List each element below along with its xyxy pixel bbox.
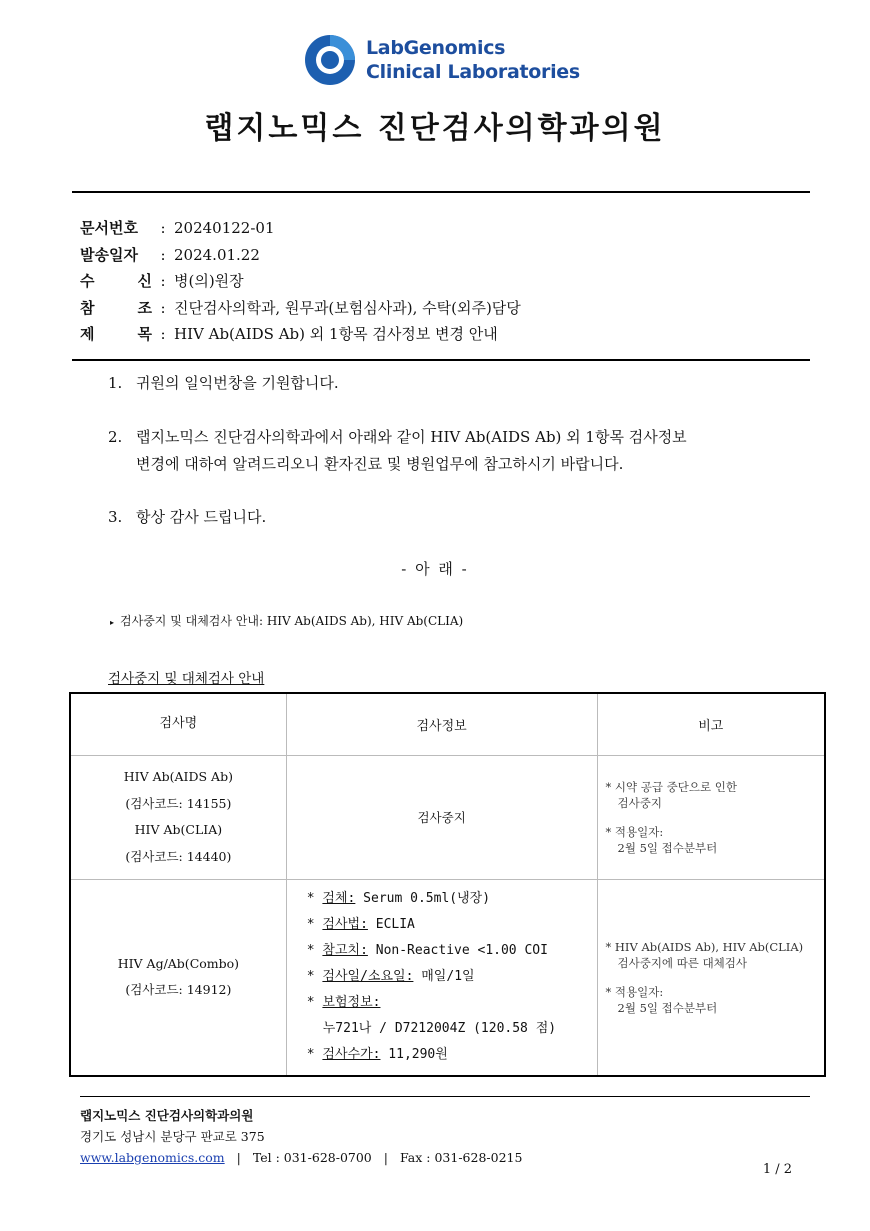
table-header-row bbox=[70, 693, 825, 755]
divider-top bbox=[72, 191, 810, 193]
divider-meta bbox=[72, 359, 810, 361]
footer-contact: www.labgenomics.com | Tel : 031-628-0700 | Fax : 031-628-0215 bbox=[80, 1150, 523, 1165]
table-header: 검사정보 bbox=[286, 693, 597, 755]
paragraph-1: 1. 귀원의 일익번창을 기원합니다. bbox=[108, 374, 339, 392]
meta-row-recipient: 수 신 : 병(의)원장 bbox=[80, 268, 521, 295]
info-insurance-detail: 누721나 / D7212004Z (120.58 점) bbox=[322, 1021, 557, 1037]
meta-value: 20240122-01 bbox=[174, 219, 275, 237]
info-fee: * 검사수가: 11,290원 bbox=[306, 1047, 448, 1063]
section-title: 검사중지 및 대체검사 안내 bbox=[108, 671, 265, 687]
meta-value: 병(의)원장 bbox=[174, 272, 244, 290]
website-link[interactable]: www.labgenomics.com bbox=[80, 1150, 225, 1165]
footer-tel: Tel : 031-628-0700 bbox=[252, 1150, 372, 1165]
page-number: 1 / 2 bbox=[762, 1162, 792, 1177]
logo-line1: LabGenomics bbox=[366, 37, 506, 59]
logo-text bbox=[366, 36, 580, 84]
meta-key: 제 목 bbox=[80, 325, 152, 343]
meta-row-subject: 제 목 : HIV Ab(AIDS Ab) 외 1항목 검사정보 변경 안내 bbox=[80, 321, 521, 348]
remarks-cell: * HIV Ab(AIDS Ab), HIV Ab(CLIA) 검사중지에 따른 대체검사 * 적용일자: 2월 5일 접수분부터 bbox=[597, 879, 825, 1076]
meta-key: 수 신 bbox=[80, 272, 152, 290]
footer bbox=[80, 1105, 522, 1168]
table-row bbox=[70, 879, 825, 1076]
meta-row-reference: 참 조 : 진단검사의학과, 원무과(보험심사과), 수탁(외주)담당 bbox=[80, 295, 521, 322]
test-name-cell: HIV Ag/Ab(Combo) (검사코드: 14912) bbox=[70, 879, 286, 1076]
document-title: 랩지노믹스 진단검사의학과의원 bbox=[204, 111, 666, 146]
labgenomics-logo-icon bbox=[304, 34, 356, 86]
meta-value: HIV Ab(AIDS Ab) 외 1항목 검사정보 변경 안내 bbox=[174, 325, 498, 343]
paragraph-3: 3. 항상 감사 드립니다. bbox=[108, 508, 267, 526]
bullet-item: ▸ 검사중지 및 대체검사 안내: HIV Ab(AIDS Ab), HIV Ab(CLIA) bbox=[110, 614, 464, 628]
table-header: 검사명 bbox=[70, 693, 286, 755]
meta-key: 참 조 bbox=[80, 298, 152, 317]
info-schedule: * 검사일/소요일: 매일/1일 bbox=[306, 969, 475, 985]
footer-divider bbox=[80, 1096, 810, 1097]
info-specimen: * 검체: Serum 0.5ml(냉장) bbox=[306, 891, 491, 907]
test-name-cell: HIV Ab(AIDS Ab) (검사코드: 14155) HIV Ab(CLIA) (검사코드: 14440) bbox=[70, 755, 286, 879]
meta-key: 문서번호 bbox=[80, 219, 138, 237]
meta-value: 2024.01.22 bbox=[174, 245, 260, 264]
table-header: 비고 bbox=[597, 693, 825, 755]
info-reference: * 참고치: Non-Reactive <1.00 COI bbox=[306, 943, 548, 959]
remarks-cell: * 시약 공급 중단으로 인한 검사중지 * 적용일자: 2월 5일 접수분부터 bbox=[597, 755, 825, 879]
below-heading: - 아 래 - bbox=[401, 560, 469, 578]
logo-line2: Clinical Laboratories bbox=[366, 61, 580, 83]
meta-row-send-date: 발송일자 : 2024.01.22 bbox=[80, 242, 521, 269]
test-info-table bbox=[69, 692, 826, 1077]
test-info-cell bbox=[286, 879, 597, 1076]
company-logo bbox=[304, 33, 584, 89]
footer-address: 경기도 성남시 분당구 판교로 375 bbox=[80, 1129, 265, 1144]
meta-value: 진단검사의학과, 원무과(보험심사과), 수탁(외주)담당 bbox=[174, 298, 521, 317]
bullet-icon: ▸ bbox=[110, 618, 115, 627]
footer-fax: Fax : 031-628-0215 bbox=[399, 1150, 523, 1165]
table-row bbox=[70, 755, 825, 879]
info-insurance: * 보험정보: bbox=[306, 995, 381, 1011]
meta-row-doc-number: 문서번호 : 20240122-01 bbox=[80, 215, 521, 242]
document-meta bbox=[80, 215, 521, 348]
footer-org: 랩지노믹스 진단검사의학과의원 bbox=[80, 1108, 254, 1123]
meta-key: 발송일자 bbox=[80, 245, 138, 264]
info-method: * 검사법: ECLIA bbox=[306, 917, 415, 933]
test-info-cell: 검사중지 bbox=[286, 755, 597, 879]
paragraph-2: 2. 랩지노믹스 진단검사의학과에서 아래와 같이 HIV Ab(AIDS Ab) 외 1항목 검사정보 변경에 대하여 알려드리오니 환자진료 및 병원업무에 참고하시기 바랍니다. bbox=[108, 428, 687, 473]
